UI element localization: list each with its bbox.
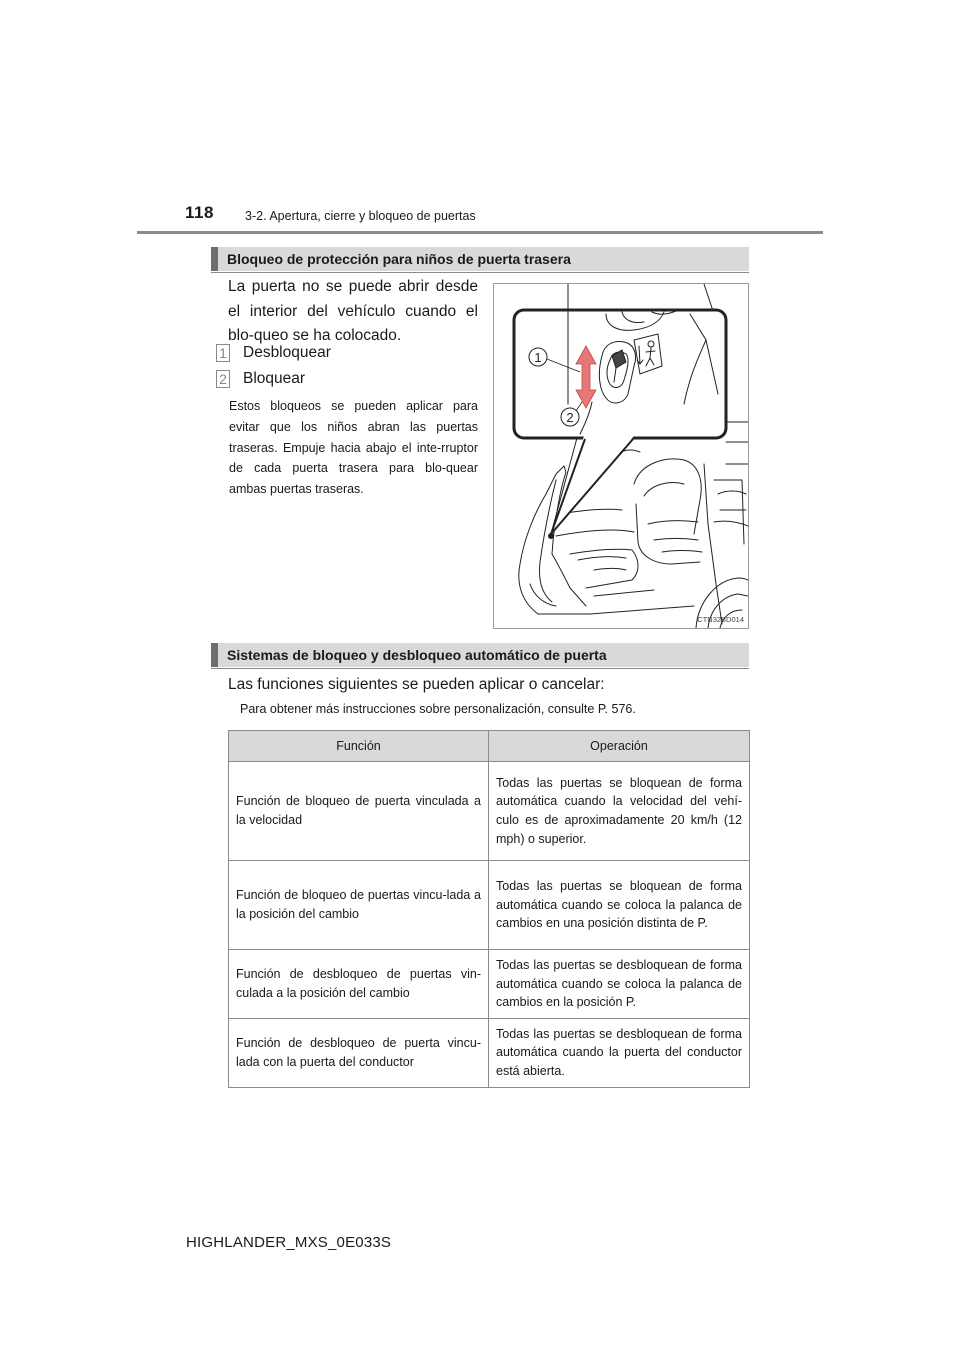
table-row	[229, 861, 750, 950]
function-cell: Función de bloqueo de puertas vincu-lada a la posición del cambio	[229, 861, 489, 950]
operation-cell: Todas las puertas se bloquean de forma automática cuando se coloca la palanca de cambios en una posición distinta de P.	[489, 861, 750, 950]
model-code: HIGHLANDER_MXS_0E033S	[186, 1234, 392, 1251]
function-table	[228, 730, 750, 1088]
rear-door-child-lock-illustration	[493, 283, 749, 629]
header-rule	[137, 231, 823, 234]
child-lock-note: Estos bloqueos se pueden aplicar para evitar que los niños abran las puertas traseras. Empuje hacia abajo el inte-rruptor de cada puerta trasera para blo-quear ambas puertas traseras.	[229, 399, 478, 497]
svg-text:1: 1	[219, 344, 227, 361]
child-lock-heading: Bloqueo de protección para niños de puerta trasera	[211, 247, 749, 271]
list-item-unlock	[216, 342, 331, 364]
column-header-operation: Operación	[489, 731, 750, 762]
column-header-function: Función	[229, 731, 489, 762]
number-one-icon	[216, 344, 230, 362]
function-cell: Función de bloqueo de puerta vinculada a la velocidad	[229, 762, 489, 861]
operation-cell: Todas las puertas se desbloquean de forma automática cuando se coloca la palanca de cambios en la posición P.	[489, 950, 750, 1019]
child-lock-intro: La puerta no se puede abrir desde el interior del vehículo cuando el blo-queo se ha colocado.	[228, 278, 478, 344]
figure-code: CTN32BD014	[697, 615, 744, 624]
operation-cell: Todas las puertas se bloquean de forma automática cuando la velocidad del vehí-culo es de aproximadamente 20 km/h (12 mph) o superior.	[489, 762, 750, 861]
number-two-icon	[216, 370, 230, 388]
table-row	[229, 762, 750, 861]
table-header-row	[229, 731, 750, 762]
section-title: 3-2. Apertura, cierre y bloqueo de puertas	[245, 209, 476, 223]
auto-lock-intro: Las funciones siguientes se pueden aplicar o cancelar:	[228, 676, 605, 693]
callout-one-label: 1	[534, 350, 542, 365]
list-item-label: Desbloquear	[243, 344, 331, 361]
table-row	[229, 1018, 750, 1087]
auto-lock-subnote: Para obtener más instrucciones sobre personalización, consulte P. 576.	[240, 702, 636, 716]
function-cell: Función de desbloqueo de puertas vin-culada a la posición del cambio	[229, 950, 489, 1019]
table-row	[229, 950, 750, 1019]
list-item-lock	[216, 368, 306, 390]
operation-cell: Todas las puertas se desbloquean de forma automática cuando la puerta del conductor está abierta.	[489, 1018, 750, 1087]
page-number: 118	[185, 203, 214, 222]
svg-text:2: 2	[219, 370, 227, 387]
auto-lock-heading: Sistemas de bloqueo y desbloqueo automático de puerta	[211, 643, 749, 667]
function-cell: Función de desbloqueo de puerta vincu-lada con la puerta del conductor	[229, 1018, 489, 1087]
callout-two-label: 2	[566, 410, 574, 425]
car-door-drawing-icon	[494, 284, 748, 628]
list-item-label: Bloquear	[243, 370, 306, 387]
